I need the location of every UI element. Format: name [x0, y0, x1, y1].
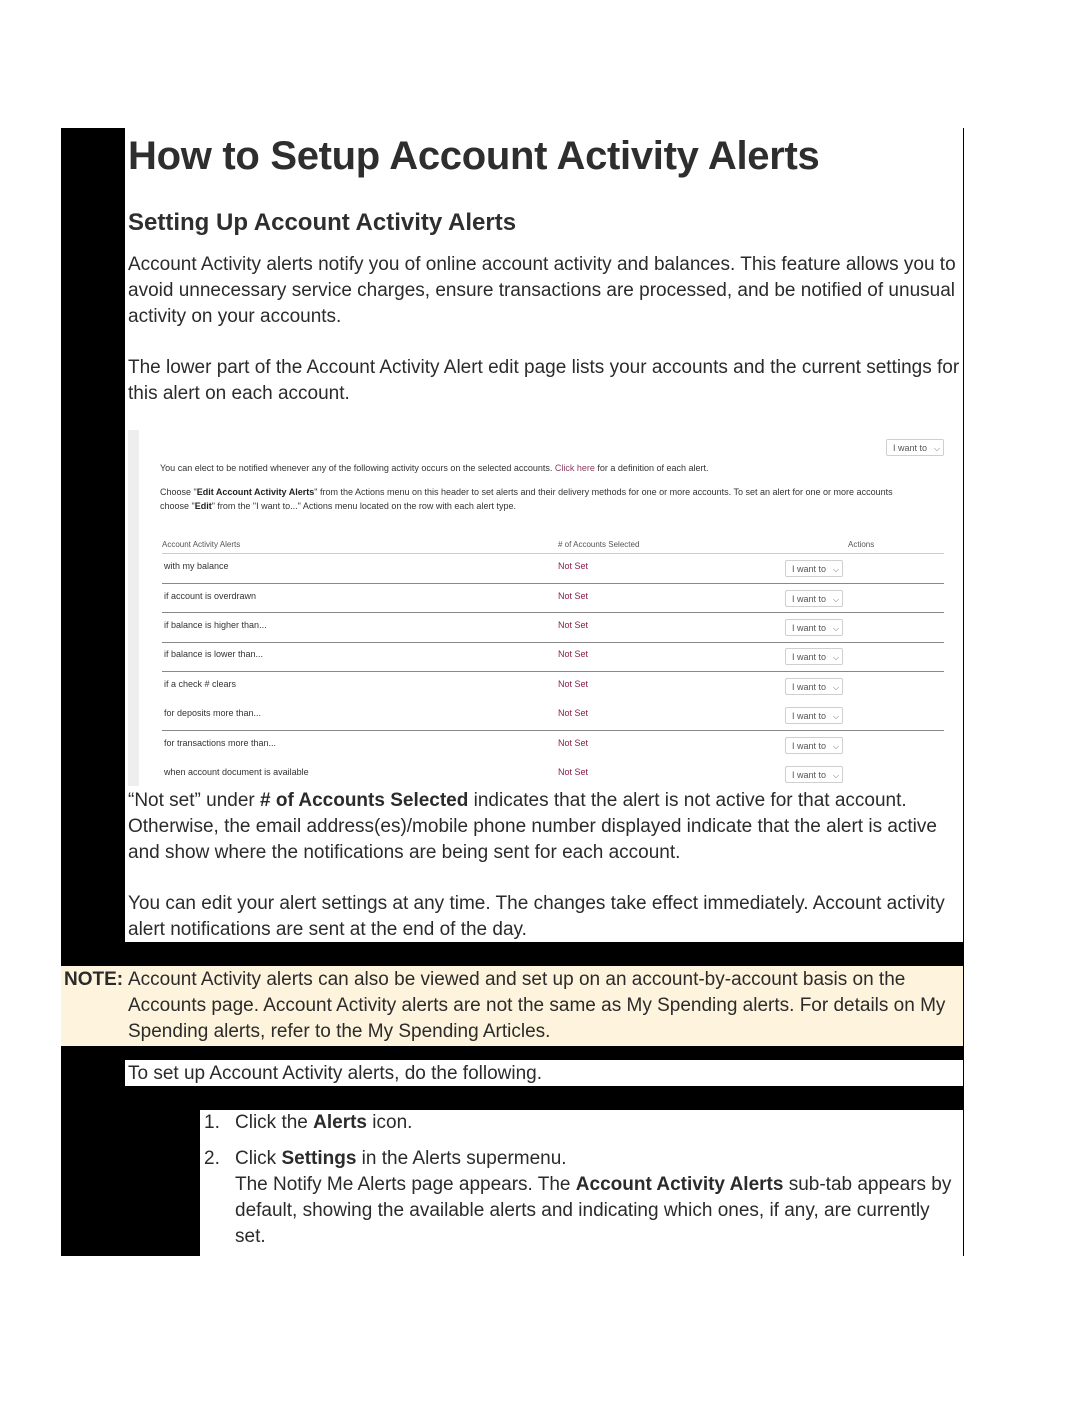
row-i-want-to-dropdown[interactable]: I want to ⌵ [785, 560, 843, 577]
alert-row-label: for transactions more than... [164, 738, 277, 748]
alert-row-label: when account document is available [164, 767, 309, 777]
row-i-want-to-dropdown[interactable]: I want to ⌵ [785, 766, 843, 783]
chevron-down-icon: ⌵ [832, 565, 839, 574]
chevron-down-icon: ⌵ [832, 653, 839, 662]
step-number: 1. [204, 1112, 220, 1133]
row-i-want-to-dropdown[interactable]: I want to ⌵ [785, 619, 843, 636]
alert-row-status: Not Set [558, 767, 589, 777]
row-divider [162, 671, 944, 672]
right-border-line [963, 128, 964, 1256]
row-divider [162, 612, 944, 613]
row-divider [162, 730, 944, 731]
paragraph-intro: Account Activity alerts notify you of online account activity and balances. This feature allows you to avoid unnecessary service charges, ensure transactions are processed, and be notified of unusual activity on your accounts. [128, 254, 956, 327]
alerts-screenshot [128, 430, 960, 786]
screenshot-description-line3: choose "Edit" from the "I want to..." Actions menu located on the row with each alert type. [160, 501, 516, 511]
chevron-down-icon: ⌵ [832, 624, 839, 633]
alert-row-status: Not Set [558, 708, 589, 718]
row-i-want-to-dropdown[interactable]: I want to ⌵ [785, 707, 843, 724]
chevron-down-icon: ⌵ [832, 742, 839, 751]
screenshot-edge [128, 430, 139, 786]
chevron-down-icon: ⌵ [832, 595, 839, 604]
row-i-want-to-dropdown[interactable]: I want to ⌵ [785, 648, 843, 665]
step-text: Click Settings in the Alerts supermenu. [235, 1148, 567, 1169]
alert-row-label: if balance is higher than... [164, 620, 267, 630]
column-header-accounts-selected: # of Accounts Selected [558, 540, 640, 549]
alert-row-status: Not Set [558, 591, 589, 601]
alert-row-status: Not Set [558, 738, 589, 748]
note-label: NOTE: [64, 969, 124, 990]
row-i-want-to-dropdown[interactable]: I want to ⌵ [785, 590, 843, 607]
click-here-link[interactable]: Click here [554, 463, 595, 473]
chevron-down-icon: ⌵ [933, 444, 940, 453]
column-header-actions: Actions [848, 540, 875, 549]
top-i-want-to-dropdown[interactable]: I want to ⌵ [886, 439, 944, 456]
alert-row-status: Not Set [558, 679, 589, 689]
step-number: 2. [204, 1148, 220, 1169]
row-i-want-to-dropdown[interactable]: I want to ⌵ [785, 737, 843, 754]
alert-row-status: Not Set [558, 620, 589, 630]
left-margin-bar [61, 128, 125, 966]
row-divider [162, 642, 944, 643]
column-header-alerts: Account Activity Alerts [162, 540, 241, 549]
alert-row-label: for deposits more than... [164, 708, 262, 718]
alert-row-label: if balance is lower than... [164, 649, 264, 659]
steps-intro: To set up Account Activity alerts, do the following. [128, 1063, 543, 1084]
chevron-down-icon: ⌵ [832, 683, 839, 692]
paragraph-not-set-explanation: “Not set” under # of Accounts Selected indicates that the alert is not active for that account. Otherwise, the email address(es)/mobile phone number displayed indicate that the alert is active and show where the notifications are being sent for each account. [128, 790, 937, 863]
alert-row-label: if account is overdrawn [164, 591, 257, 601]
step-text: Click the Alerts icon. [235, 1112, 413, 1133]
alert-row-status: Not Set [558, 561, 589, 571]
screenshot-description-line1: You can elect to be notified whenever any of the following activity occurs on the selected accounts. Click here for a definition of each alert. [160, 463, 709, 473]
paragraph-edit-settings: You can edit your alert settings at any time. The changes take effect immediately. Account activity alert notifications are sent at the end of the day. [128, 893, 945, 940]
note-text: Account Activity alerts can also be viewed and set up on an account-by-account basis on the Accounts page. Account Activity alerts are not the same as My Spending alerts. For details on My Spending alerts, refer to the My Spending Articles. [128, 969, 946, 1042]
row-divider [162, 583, 944, 584]
step-result-text: The Notify Me Alerts page appears. The Account Activity Alerts sub-tab appears by default, showing the available alerts and indicating which ones, if any, are currently set. [235, 1174, 952, 1247]
page-title: How to Setup Account Activity Alerts [128, 134, 820, 178]
row-i-want-to-dropdown[interactable]: I want to ⌵ [785, 678, 843, 695]
header-divider [162, 553, 944, 554]
alert-row-status: Not Set [558, 649, 589, 659]
section-subtitle: Setting Up Account Activity Alerts [128, 209, 517, 236]
paragraph-lower-part: The lower part of the Account Activity Alert edit page lists your accounts and the current settings for this alert on each account. [128, 357, 960, 404]
chevron-down-icon: ⌵ [832, 771, 839, 780]
alert-row-label: with my balance [164, 561, 229, 571]
separator-bar [125, 942, 963, 966]
chevron-down-icon: ⌵ [832, 712, 839, 721]
alert-row-label: if a check # clears [164, 679, 237, 689]
screenshot-description-line2: Choose "Edit Account Activity Alerts" from the Actions menu on this header to set alerts and their delivery methods for one or more accounts. To set an alert for one or more accounts [160, 487, 893, 497]
